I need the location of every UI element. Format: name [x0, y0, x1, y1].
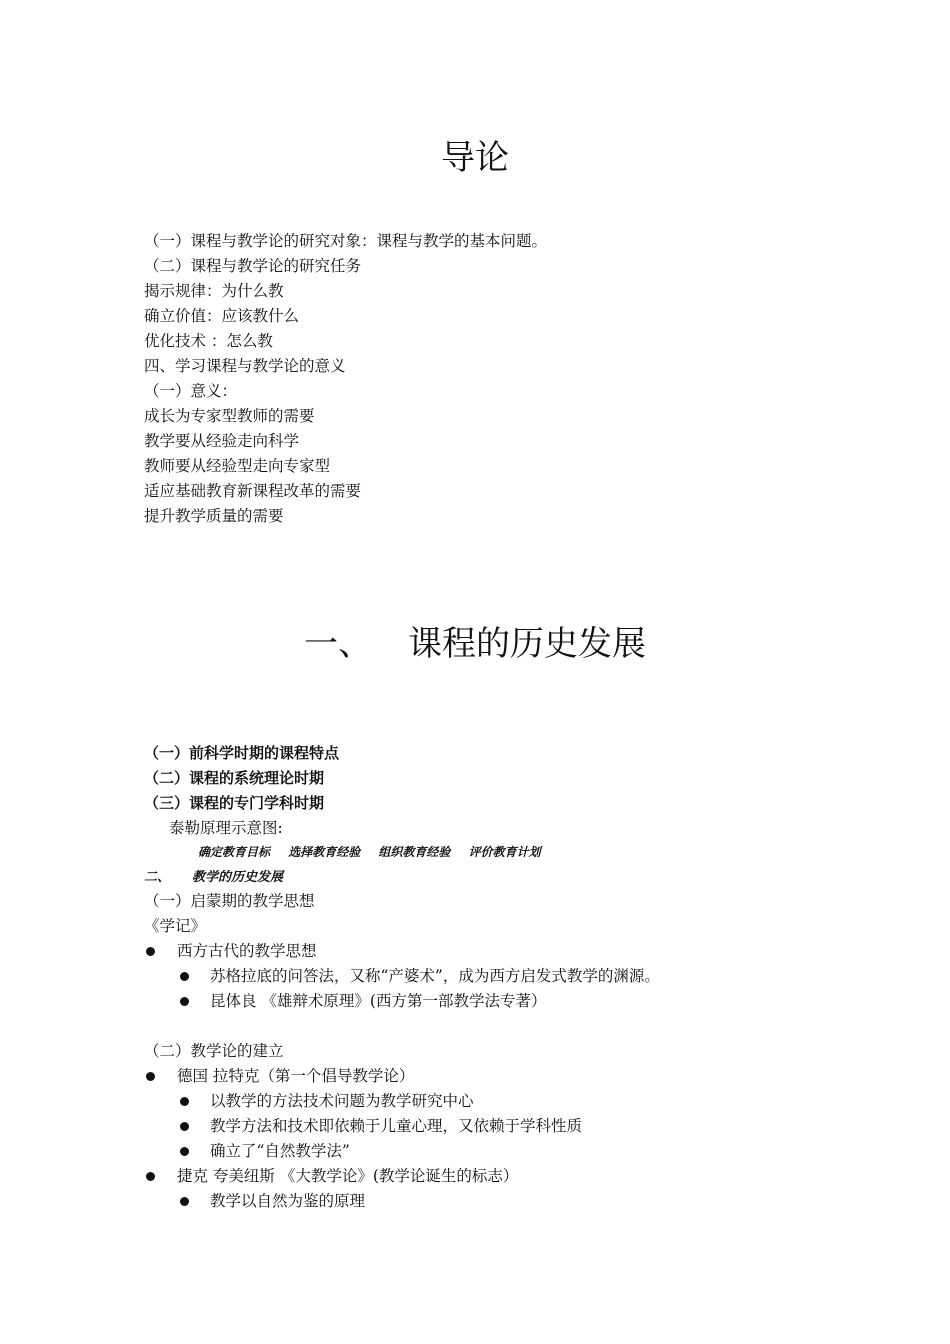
- course-period: （一）前科学时期的课程特点: [144, 744, 340, 762]
- tyler-step: 组织教育经验: [378, 845, 451, 859]
- intro-line: 确立价值：应该教什么: [144, 307, 300, 325]
- intro-line: 成长为专家型教师的需要: [144, 407, 315, 425]
- bullet-item: [144, 1064, 582, 1089]
- bullet-text: 捷克 夸美纽斯 《大教学论》(教学论诞生的标志）: [177, 1167, 519, 1185]
- teaching-history-heading-number: 二、: [144, 870, 171, 885]
- bullet-text: 以教学的方法技术问题为教学研究中心: [210, 1092, 474, 1110]
- bullet-dot-icon: [146, 947, 155, 956]
- intro-line: 教师要从经验型走向专家型: [144, 457, 331, 475]
- xueji-line: 《学记》: [144, 917, 207, 935]
- bullet-dot-icon: [146, 1172, 155, 1181]
- bullet-item: [144, 1164, 582, 1189]
- intro-line: （一）意义：: [144, 382, 238, 400]
- tyler-steps: [198, 843, 555, 860]
- teaching-history-heading-text: 教学的历史发展: [192, 870, 284, 885]
- teaching-history-section-2: [144, 1039, 582, 1214]
- bullet-dot-icon: [180, 972, 189, 981]
- intro-line: 四、学习课程与教学论的意义: [144, 357, 346, 375]
- intro-line: （一）课程与教学论的研究对象：课程与教学的基本问题。: [144, 232, 548, 250]
- intro-title: 导论: [441, 138, 509, 178]
- teaching-history-section-1: [144, 889, 660, 1014]
- bullet-text: 教学以自然为鉴的原理: [210, 1192, 366, 1210]
- enlightenment-heading: （一）启蒙期的教学思想: [144, 892, 315, 910]
- course-history-title-number: 一、: [304, 624, 372, 664]
- establishment-heading: （二）教学论的建立: [144, 1042, 284, 1060]
- bullet-text: 昆体良 《雄辩术原理》(西方第一部教学法专著）: [210, 992, 547, 1010]
- course-history-title: [0, 624, 950, 664]
- bullet-text: 西方古代的教学思想: [177, 942, 317, 960]
- intro-section: [144, 229, 547, 529]
- tyler-step: 评价教育计划: [468, 845, 541, 859]
- course-period: （三）课程的专门学科时期: [144, 794, 325, 812]
- bullet-item: [144, 939, 660, 964]
- bullet-dot-icon: [180, 997, 189, 1006]
- sub-bullet-item: [144, 1114, 582, 1139]
- bullet-dot-icon: [180, 1197, 189, 1206]
- tyler-step: 选择教育经验: [288, 845, 361, 859]
- bullet-dot-icon: [180, 1122, 189, 1131]
- teaching-history-heading: [144, 866, 283, 885]
- sub-bullet-item: [144, 1089, 582, 1114]
- intro-line: 适应基础教育新课程改革的需要: [144, 482, 362, 500]
- sub-bullet-item: [144, 989, 660, 1014]
- course-periods: [144, 741, 339, 841]
- intro-line: 提升教学质量的需要: [144, 507, 284, 525]
- bullet-dot-icon: [180, 1097, 189, 1106]
- bullet-text: 确立了“自然教学法”: [210, 1142, 350, 1160]
- sub-bullet-item: [144, 1189, 582, 1214]
- bullet-text: 德国 拉特克（第一个倡导教学论）: [177, 1067, 415, 1085]
- intro-line: 揭示规律：为什么教: [144, 282, 284, 300]
- sub-bullet-item: [144, 964, 660, 989]
- tyler-diagram-label: 泰勒原理示意图:: [169, 819, 283, 837]
- intro-line: 优化技术 ：怎么教: [144, 332, 273, 350]
- bullet-dot-icon: [180, 1147, 189, 1156]
- intro-line: 教学要从经验走向科学: [144, 432, 300, 450]
- course-period: （二）课程的系统理论时期: [144, 769, 325, 787]
- tyler-step: 确定教育目标: [198, 845, 271, 859]
- bullet-dot-icon: [146, 1072, 155, 1081]
- bullet-text: 教学方法和技术即依赖于儿童心理，又依赖于学科性质: [210, 1117, 583, 1135]
- sub-bullet-item: [144, 1139, 582, 1164]
- course-history-title-text: 课程的历史发展: [408, 624, 646, 664]
- bullet-text: 苏格拉底的问答法，又称“产婆术”，成为西方启发式教学的渊源。: [210, 967, 660, 985]
- intro-line: （二）课程与教学论的研究任务: [144, 257, 362, 275]
